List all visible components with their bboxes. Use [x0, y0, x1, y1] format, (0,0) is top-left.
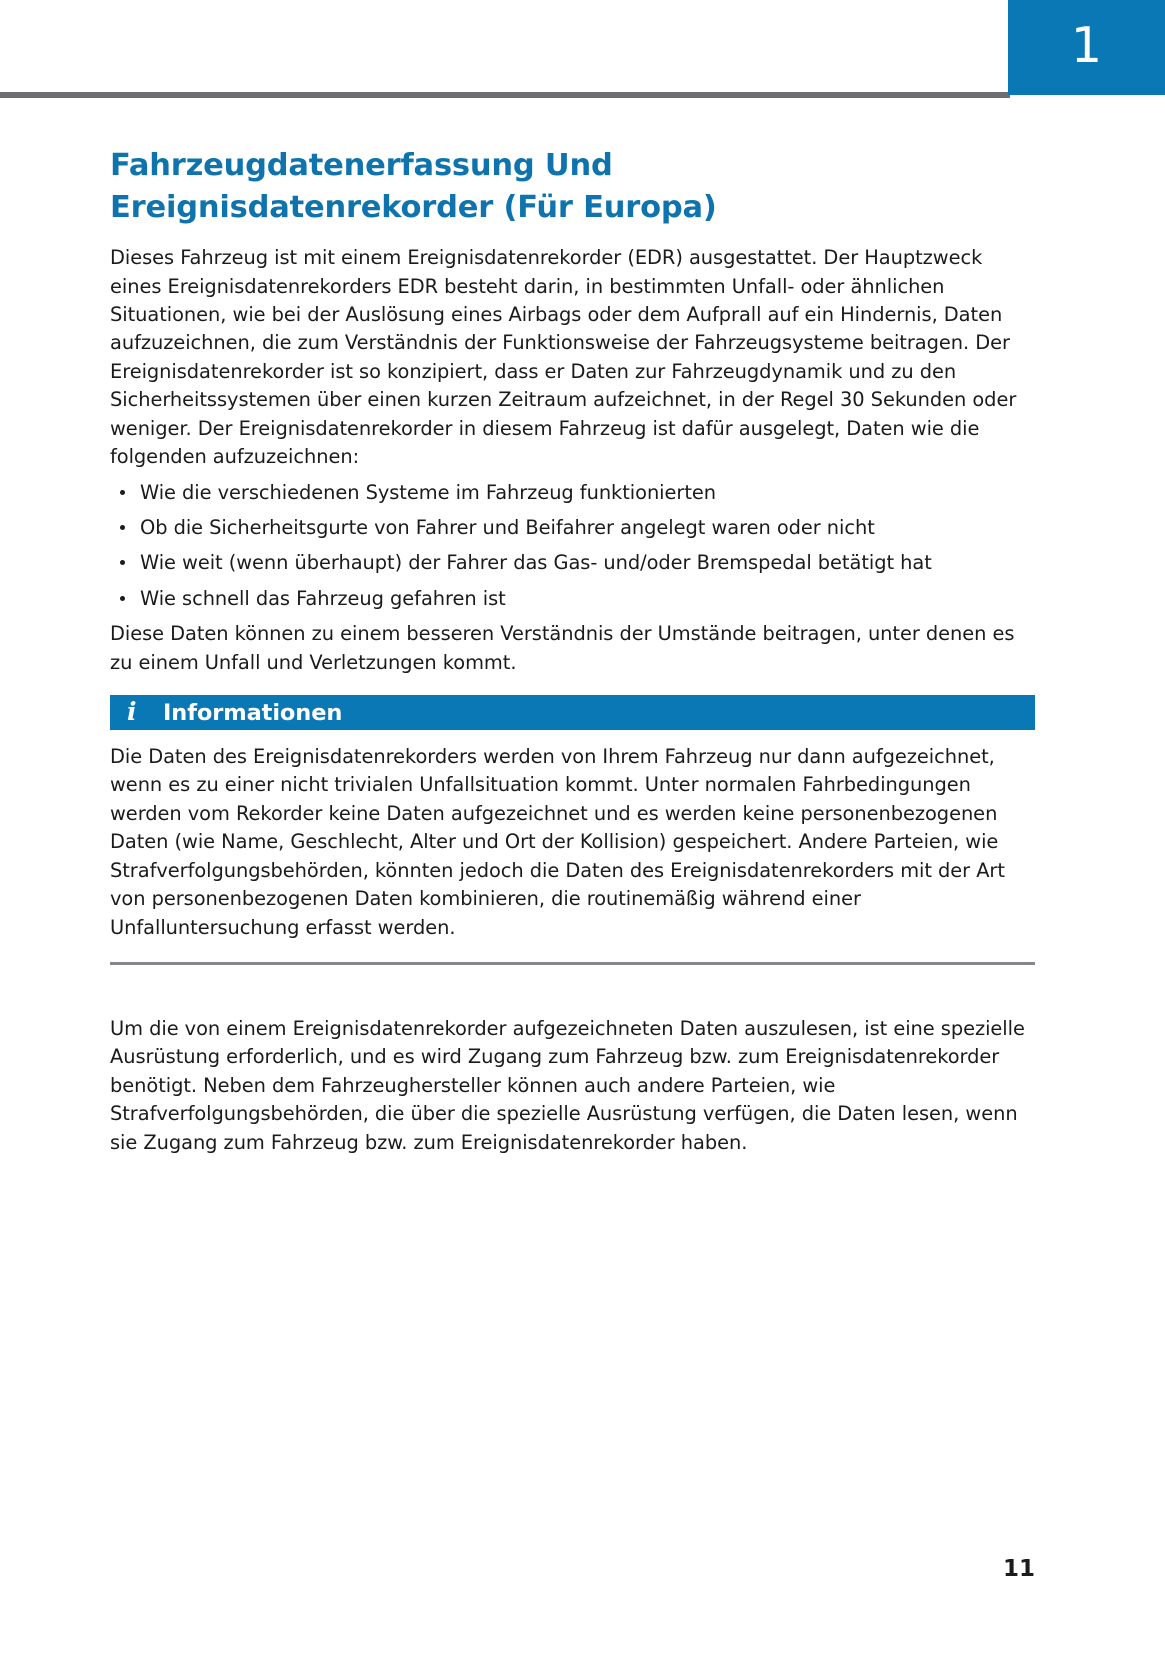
list-item — [110, 585, 1035, 613]
information-banner — [110, 695, 1035, 730]
page-title-line-2: Ereignisdatenrekorder (Für Europa) — [110, 190, 717, 226]
section-divider-rule — [110, 962, 1035, 965]
page-content — [110, 145, 1035, 1157]
list-item — [110, 514, 1035, 542]
information-banner-title: Informationen — [163, 699, 343, 726]
page-number: 11 — [1002, 1556, 1035, 1582]
bullet-dot-icon — [120, 525, 125, 530]
intro-paragraph: Dieses Fahrzeug ist mit einem Ereignisdatenrekorder (EDR) ausgestattet. Der Hauptzweck eines Ereignisdatenrekorders EDR besteht darin, in bestimmten Unfall- oder ähnlichen Situationen, wie bei der Auslösung eines Airbags oder dem Aufprall auf ein Hindernis, Daten aufzuzeichnen, die zum Verständnis der Funktionsweise der Fahrzeugsysteme beitragen. Der Ereignisdatenrekorder ist so konzipiert, dass er Daten zur Fahrzeugdynamik und zu den Sicherheitssystemen über einen kurzen Zeitraum aufzeichnet, in der Regel 30 Sekunden oder weniger. Der Ereignisdatenrekorder in diesem Fahrzeug ist dafür ausgelegt, Daten wie die folgenden aufzuzeichnen: — [110, 246, 1017, 469]
list-item-label: Wie weit (wenn überhaupt) der Fahrer das Gas- und/oder Bremspedal betätigt hat — [140, 551, 932, 575]
list-item-label: Wie die verschiedenen Systeme im Fahrzeug funktionierten — [140, 480, 716, 504]
chapter-tab-number: 1 — [1070, 17, 1103, 74]
bullet-dot-icon — [120, 596, 125, 601]
bullet-dot-icon — [120, 490, 125, 495]
info-icon: i — [127, 697, 137, 727]
page-title — [110, 145, 1035, 229]
page-title-line-1: Fahrzeugdatenerfassung Und — [110, 148, 613, 183]
edr-data-bullet-list — [110, 479, 1035, 614]
list-item — [110, 549, 1035, 577]
bullet-dot-icon — [120, 560, 125, 565]
list-item — [110, 479, 1035, 507]
information-body-text: Die Daten des Ereignisdatenrekorders werden von Ihrem Fahrzeug nur dann aufgezeichnet, wenn es zu einer nicht trivialen Unfallsituation kommt. Unter normalen Fahrbedingungen werden vom Rekorder keine Daten aufgezeichnet und es werden keine personenbezogenen Daten (wie Name, Geschlecht, Alter und Ort der Kollision) gespeichert. Andere Parteien, wie Strafverfolgungsbehörden, könnten jedoch die Daten des Ereignisdatenrekorders mit der Art von personenbezogenen Daten kombinieren, die routinemäßig während einer Unfalluntersuchung erfasst werden. — [110, 745, 1005, 939]
closing-paragraph: Um die von einem Ereignisdatenrekorder aufgezeichneten Daten auszulesen, ist eine spezielle Ausrüstung erforderlich, und es wird Zugang zum Fahrzeug bzw. zum Ereignisdatenrekorder benötigt. Neben dem Fahrzeughersteller können auch andere Parteien, wie Strafverfolgungsbehörden, die über die spezielle Ausrüstung verfügen, die Daten lesen, wenn sie Zugang zum Fahrzeug bzw. zum Ereignisdatenrekorder haben. — [110, 1017, 1025, 1154]
page-header — [0, 0, 1165, 100]
list-item-label: Wie schnell das Fahrzeug gefahren ist — [140, 586, 506, 610]
list-item-label: Ob die Sicherheitsgurte von Fahrer und Beifahrer angelegt waren oder nicht — [140, 515, 875, 539]
chapter-tab — [1008, 0, 1165, 95]
after-bullets-paragraph: Diese Daten können zu einem besseren Verständnis der Umstände beitragen, unter denen es zu einem Unfall und Verletzungen kommt. — [110, 622, 1015, 674]
header-divider-rule — [0, 92, 1010, 98]
